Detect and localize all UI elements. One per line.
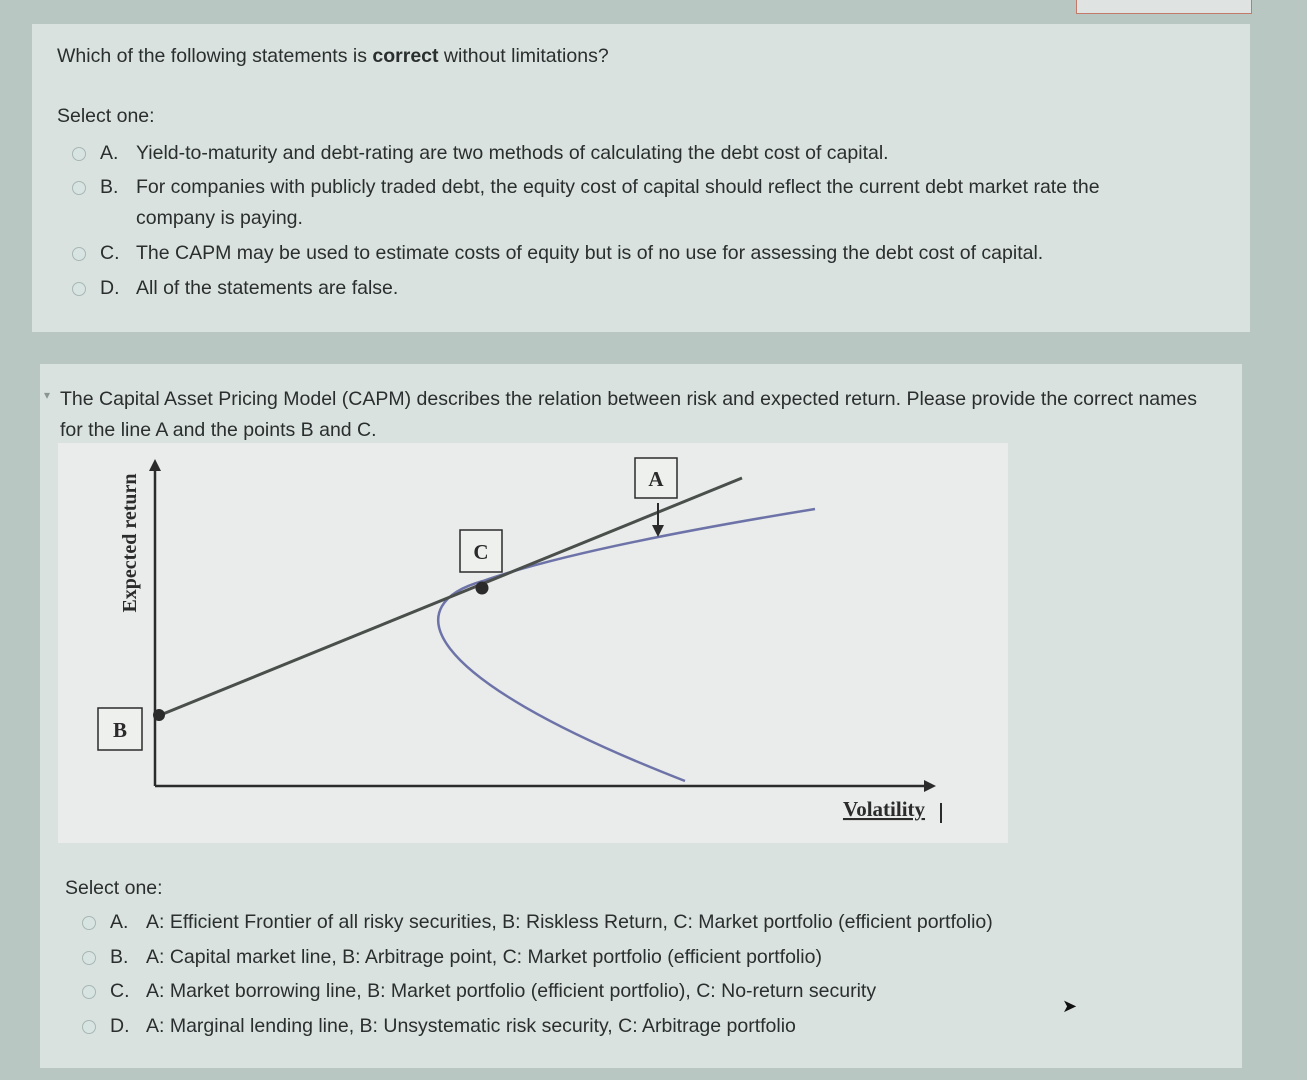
line-a xyxy=(158,478,742,716)
radio-button[interactable] xyxy=(82,951,96,965)
y-axis-arrow-icon xyxy=(149,459,161,471)
q2-option-a[interactable]: A. A: Efficient Frontier of all risky securities, B: Riskless Return, C: Market portfolio (efficient portfolio) xyxy=(82,907,1246,938)
radio-button[interactable] xyxy=(82,985,96,999)
q2-option-c[interactable]: C. A: Market borrowing line, B: Market portfolio (efficient portfolio), C: No-return security xyxy=(82,976,1246,1007)
q1-option-d[interactable]: D. All of the statements are false. xyxy=(72,273,1146,304)
x-axis-label: Volatility xyxy=(842,797,926,821)
radio-button[interactable] xyxy=(72,147,86,161)
label-c: C xyxy=(473,540,489,564)
radio-button[interactable] xyxy=(82,916,96,930)
y-axis-label: Expected return xyxy=(119,473,141,613)
question-1-text: Which of the following statements is correct without limitations? xyxy=(57,45,609,67)
flag-marker-icon: ▾ xyxy=(44,388,51,402)
mouse-pointer-icon: ➤ xyxy=(1062,996,1078,1016)
label-a: A xyxy=(648,467,664,491)
q2-option-b[interactable]: B. A: Capital market line, B: Arbitrage point, C: Market portfolio (efficient portfolio) xyxy=(82,942,1246,973)
question-1-panel xyxy=(32,24,1250,332)
q1-option-a[interactable]: A. Yield-to-maturity and debt-rating are two methods of calculating the debt cost of capital. xyxy=(72,138,1146,169)
label-b: B xyxy=(112,718,128,742)
radio-button[interactable] xyxy=(72,282,86,296)
q2-option-d[interactable]: D. A: Marginal lending line, B: Unsystematic risk security, C: Arbitrage portfolio xyxy=(82,1011,1246,1042)
x-axis-arrow-icon xyxy=(924,780,936,792)
radio-button[interactable] xyxy=(82,1020,96,1034)
select-one-label: Select one: xyxy=(57,105,155,127)
question-2-text: The Capital Asset Pricing Model (CAPM) describes the relation between risk and expected return. Please provide the correct names for the line A and the points B and C. xyxy=(60,388,1197,441)
radio-button[interactable] xyxy=(72,247,86,261)
capm-diagram xyxy=(58,443,1008,843)
q1-option-b[interactable]: B. For companies with publicly traded debt, the equity cost of capital should reflect the current debt market rate the company is paying. xyxy=(72,172,1146,234)
radio-button[interactable] xyxy=(72,181,86,195)
point-c-dot xyxy=(476,582,489,595)
top-edge-box xyxy=(1076,0,1252,14)
capm-diagram-svg xyxy=(58,443,1008,843)
q1-option-c[interactable]: C. The CAPM may be used to estimate costs of equity but is of no use for assessing the debt cost of capital. xyxy=(72,238,1146,269)
point-b-dot xyxy=(153,709,165,721)
select-one-label: Select one: xyxy=(65,877,163,899)
